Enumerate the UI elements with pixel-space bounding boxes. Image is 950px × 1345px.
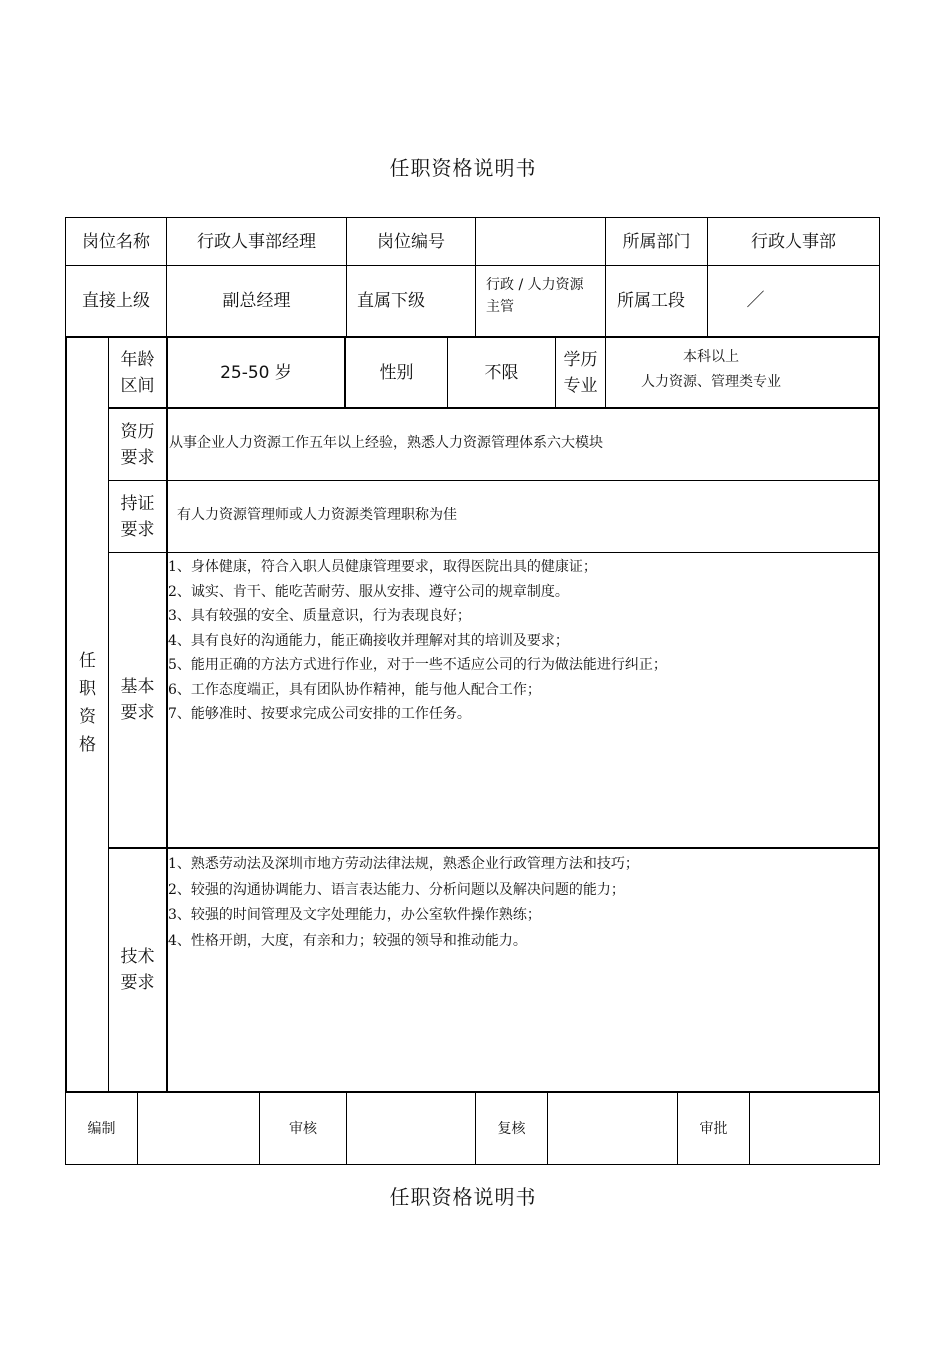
basic-requirements-list [168, 555, 667, 727]
side-char: 资 [79, 706, 96, 727]
education-line-2: 人力资源、管理类专业 [641, 374, 781, 390]
position-no-label: 岗位编号 [377, 231, 445, 252]
list-item: 4、具有良好的沟通能力，能正确接收并理解对其的培训及要求； [168, 632, 569, 649]
position-no-value [476, 218, 605, 265]
basic-label-line: 基本 [120, 677, 155, 697]
list-item: 1、身体健康，符合入职人员健康管理要求，取得医院出具的健康证； [168, 559, 597, 575]
education-label [556, 338, 605, 407]
education-label-line: 学历 [563, 349, 598, 370]
list-item: 6、工作态度端正，具有团队协作精神，能与他人配合工作； [168, 681, 541, 698]
document-title: 任职资格说明书 [389, 156, 537, 180]
recheck-label: 复核 [497, 1120, 526, 1137]
document-title-repeat: 任职资格说明书 [389, 1185, 537, 1209]
gender-label: 性别 [379, 362, 414, 383]
list-item: 5、能用正确的方法方式进行作业，对于一些不适应公司的行为做法能进行纠正； [168, 657, 667, 673]
list-item: 2、诚实、肯干、能吃苦耐劳、服从安排、遵守公司的规章制度。 [168, 583, 569, 600]
certificate-label-line: 持证 [120, 493, 155, 514]
age-label [109, 338, 166, 407]
department-value: 行政人事部 [751, 231, 836, 252]
compile-label: 编制 [87, 1120, 116, 1137]
side-char: 格 [79, 734, 96, 755]
side-char: 职 [79, 678, 96, 699]
list-item: 4、性格开朗，大度，有亲和力；较强的领导和推动能力。 [168, 932, 527, 949]
certificate-label-line: 要求 [120, 519, 155, 540]
education-value [606, 342, 816, 398]
list-item: 3、具有较强的安全、质量意识，行为表现良好； [168, 608, 471, 624]
subordinate-line-1: 行政 / 人力资源 [486, 277, 584, 293]
experience-label-line: 资历 [120, 421, 155, 442]
section-label: 所属工段 [617, 291, 685, 311]
age-value: 25-50 岁 [220, 362, 292, 383]
basic-label-line: 要求 [120, 703, 155, 723]
supervisor-value: 副总经理 [222, 291, 291, 311]
list-item: 3、较强的时间管理及文字处理能力，办公室软件操作熟练； [168, 907, 541, 923]
subordinate-line-2: 主管 [486, 299, 514, 315]
list-item: 7、能够准时、按要求完成公司安排的工作任务。 [168, 706, 471, 722]
tech-label-line: 要求 [120, 973, 155, 993]
education-label-line: 专业 [563, 375, 598, 396]
age-label-line: 年龄 [120, 349, 155, 370]
basic-requirements-label [109, 553, 166, 847]
tech-requirements-list [168, 852, 639, 954]
department-label: 所属部门 [622, 231, 691, 252]
gender-value: 不限 [484, 362, 519, 383]
certificate-label [109, 481, 166, 552]
tech-label-line: 技术 [120, 947, 155, 967]
list-item: 1、熟悉劳动法及深圳市地方劳动法律法规，熟悉企业行政管理方法和技巧； [168, 856, 639, 872]
experience-label [109, 409, 166, 480]
side-char: 任 [79, 650, 96, 671]
experience-value: 从事企业人力资源工作五年以上经验，熟悉人力资源管理体系六大模块 [169, 435, 603, 451]
subordinate-value [486, 274, 604, 324]
review-label: 审核 [289, 1120, 317, 1137]
tech-requirements-label [109, 849, 166, 1091]
section-value: ／ [746, 290, 765, 311]
experience-label-line: 要求 [120, 447, 155, 468]
subordinate-label: 直属下级 [357, 291, 425, 311]
supervisor-label: 直接上级 [82, 291, 150, 311]
education-line-1: 本科以上 [683, 349, 739, 365]
age-label-line: 区间 [120, 375, 155, 396]
position-name-label: 岗位名称 [82, 231, 150, 252]
list-item: 2、较强的沟通协调能力、语言表达能力、分析问题以及解决问题的能力； [168, 881, 625, 898]
certificate-value: 有人力资源管理师或人力资源类管理职称为佳 [177, 507, 457, 523]
position-name-value: 行政人事部经理 [197, 231, 316, 252]
approve-label: 审批 [699, 1120, 728, 1137]
qualification-side-label [67, 338, 108, 1091]
